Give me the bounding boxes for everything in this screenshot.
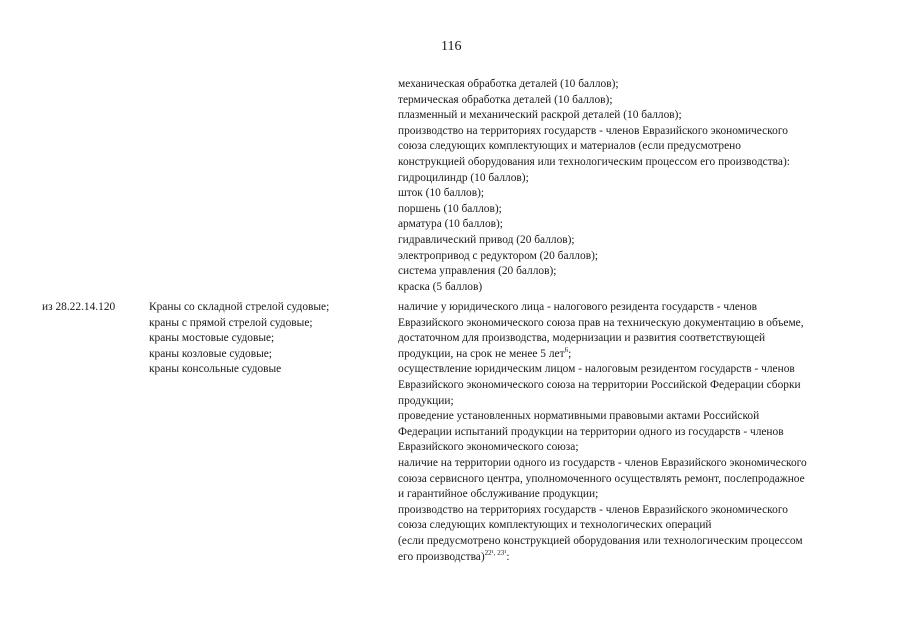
product-requirements	[398, 300, 868, 565]
requirement-line: плазменный и механический раскрой деталей (10 баллов);	[398, 109, 682, 122]
requirement-line: электропривод с редуктором (20 баллов);	[398, 249, 599, 262]
requirement-line: (если предусмотрено конструкцией оборудования или технологическим процессом	[398, 534, 803, 547]
requirement-line: Федерации испытаний продукции на территории одного из государств - членов	[398, 425, 784, 438]
product-name-line: краны консольные судовые	[149, 363, 282, 376]
requirement-line: осуществление юридическим лицом - налоговым резидентом государств - членов	[398, 363, 795, 376]
continuation-requirements	[398, 77, 868, 295]
requirement-line: проведение установленных нормативными правовыми актами Российской	[398, 410, 760, 423]
requirement-text: его производства)	[398, 550, 485, 563]
requirement-punct: ;	[568, 347, 572, 360]
requirement-line: союза следующих комплектующих и технологических операций	[398, 519, 712, 532]
product-name-line: краны козловые судовые;	[149, 347, 272, 360]
product-name	[149, 300, 389, 378]
requirement-line: производство на территориях государств - членов Евразийского экономического	[398, 124, 788, 137]
requirement-line: достаточном для производства, модернизации и развития соответствующей	[398, 332, 766, 345]
page-number: 116	[441, 39, 462, 54]
footnote-ref: 6	[564, 345, 569, 354]
product-code: из 28.22.14.120	[42, 301, 116, 313]
requirement-line: механическая обработка деталей (10 баллов);	[398, 78, 619, 90]
requirement-text: продукции, на срок не менее 5 лет	[398, 347, 565, 360]
requirement-line	[398, 550, 868, 566]
requirement-line: производство на территориях государств - членов Евразийского экономического	[398, 503, 788, 516]
requirement-line: гидроцилиндр (10 баллов);	[398, 171, 529, 184]
requirement-line: арматура (10 баллов);	[398, 218, 503, 231]
footnote-ref: 22¹, 23¹	[484, 548, 507, 557]
requirement-line: система управления (20 баллов);	[398, 265, 557, 278]
product-name-line: краны с прямой стрелой судовые;	[149, 316, 313, 329]
requirement-line: Евразийского экономического союза;	[398, 441, 579, 454]
product-name-line: Краны со складной стрелой судовые;	[149, 301, 330, 313]
requirement-line: и гарантийное обслуживание продукции;	[398, 488, 599, 501]
requirement-line: поршень (10 баллов);	[398, 202, 502, 215]
requirement-line: наличие на территории одного из государств - членов Евразийского экономического	[398, 456, 807, 469]
product-name-line: краны мостовые судовые;	[149, 332, 275, 345]
requirement-line: наличие у юридического лица - налогового резидента государств - членов	[398, 301, 758, 313]
requirement-line: конструкцией оборудования или технологическим процессом его производства):	[398, 155, 790, 168]
requirement-line: Евразийского экономического союза прав на техническую документацию в объеме,	[398, 316, 804, 329]
requirement-line: краска (5 баллов)	[398, 280, 483, 293]
requirement-line: гидравлический привод (20 баллов);	[398, 233, 575, 246]
requirement-line: Евразийского экономического союза на территории Российской Федерации сборки	[398, 378, 801, 391]
requirement-line: продукции;	[398, 394, 454, 407]
requirement-line: союза сервисного центра, уполномоченного осуществлять ремонт, послепродажное	[398, 472, 805, 485]
requirement-line: термическая обработка деталей (10 баллов);	[398, 93, 613, 106]
requirement-punct: :	[506, 550, 510, 563]
requirement-line: шток (10 баллов);	[398, 187, 485, 200]
requirement-line: союза следующих комплектующих и материалов (если предусмотрено	[398, 140, 741, 153]
requirement-line	[398, 347, 868, 363]
